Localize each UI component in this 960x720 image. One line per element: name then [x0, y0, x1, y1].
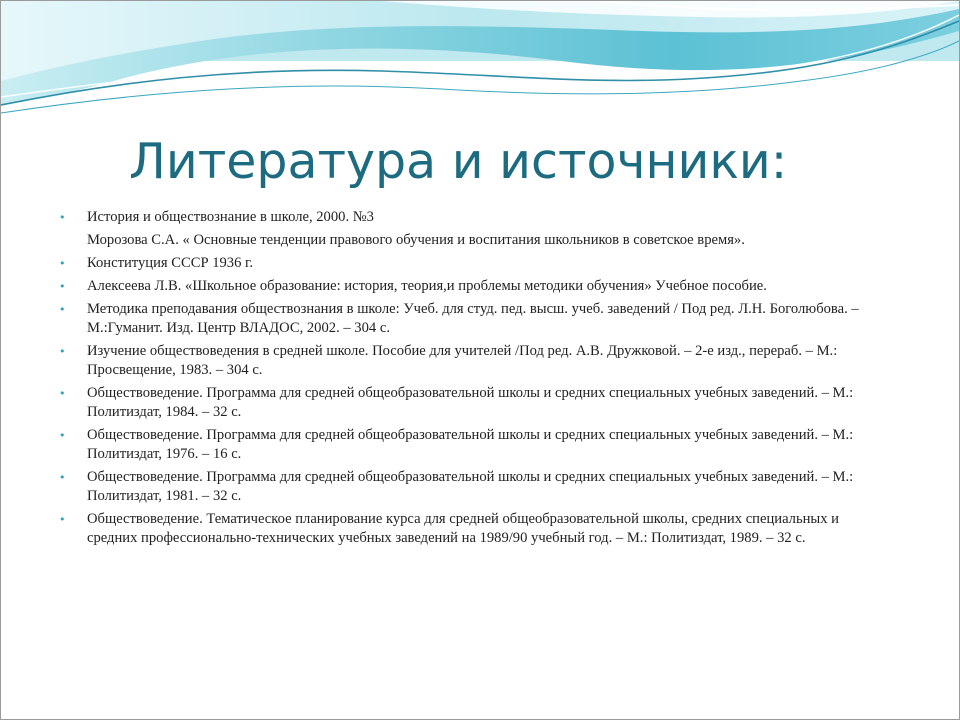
- list-item-text: Конституция СССР 1936 г.: [87, 255, 254, 271]
- list-item: [59, 277, 889, 296]
- list-item: [59, 208, 889, 227]
- list-item-text: Обществоведение. Программа для средней общеобразовательной школы и средних специальных учебных заведений. – М.: Политиздат, 1984. – 32 с.: [87, 385, 854, 420]
- list-item: [59, 510, 889, 548]
- bullet-icon: •: [59, 280, 66, 293]
- list-item: [59, 342, 889, 380]
- list-item: [59, 384, 889, 422]
- bullet-icon: •: [59, 387, 66, 400]
- list-item-text: Методика преподавания обществознания в школе: Учеб. для студ. пед. высш. учеб. заведений / Под ред. Л.Н. Боголюбова. – М.:Гуманит. Изд. Центр ВЛАДОС, 2002. – 304 с.: [87, 301, 859, 336]
- bullet-icon: •: [59, 429, 66, 442]
- list-item: [59, 300, 889, 338]
- list-item: [59, 231, 889, 250]
- bibliography-list: [59, 208, 889, 548]
- list-item: [59, 426, 889, 464]
- list-item-text: Алексеева Л.В. «Школьное образование: история, теория,и проблемы методики обучения» Учебное пособие.: [87, 278, 767, 294]
- list-item-text: Обществоведение. Программа для средней общеобразовательной школы и средних специальных учебных заведений. – М.: Политиздат, 1981. – 32 с.: [87, 469, 854, 504]
- bullet-icon: •: [59, 345, 66, 358]
- bullet-icon: •: [59, 211, 66, 224]
- list-item: [59, 468, 889, 506]
- bullet-icon: •: [59, 471, 66, 484]
- bullet-icon: •: [59, 257, 66, 270]
- wave-header-decoration: [1, 1, 959, 131]
- list-item-text: Изучение обществоведения в средней школе. Пособие для учителей /Под ред. А.В. Дружковой. – 2-е изд., перераб. – М.: Просвещение, 1983. – 304 с.: [87, 343, 838, 378]
- bullet-icon: •: [59, 303, 66, 316]
- list-item-text: Морозова С.А. « Основные тенденции правового обучения и воспитания школьников в советское время».: [87, 232, 745, 248]
- bullet-icon: •: [59, 513, 66, 526]
- list-item-text: Обществоведение. Тематическое планирование курса для средней общеобразовательной школы, средних специальных и средних профессионально-технических учебных заведений на 1989/90 учебный год. – М.: Политиздат, 1989. – 32 с.: [87, 511, 839, 546]
- list-item-text: История и обществознание в школе, 2000. №3: [87, 209, 374, 225]
- list-item: [59, 254, 889, 273]
- list-item-text: Обществоведение. Программа для средней общеобразовательной школы и средних специальных учебных заведений. – М.: Политиздат, 1976. – 16 с.: [87, 427, 854, 462]
- slide-title: Литература и источники:: [129, 133, 788, 190]
